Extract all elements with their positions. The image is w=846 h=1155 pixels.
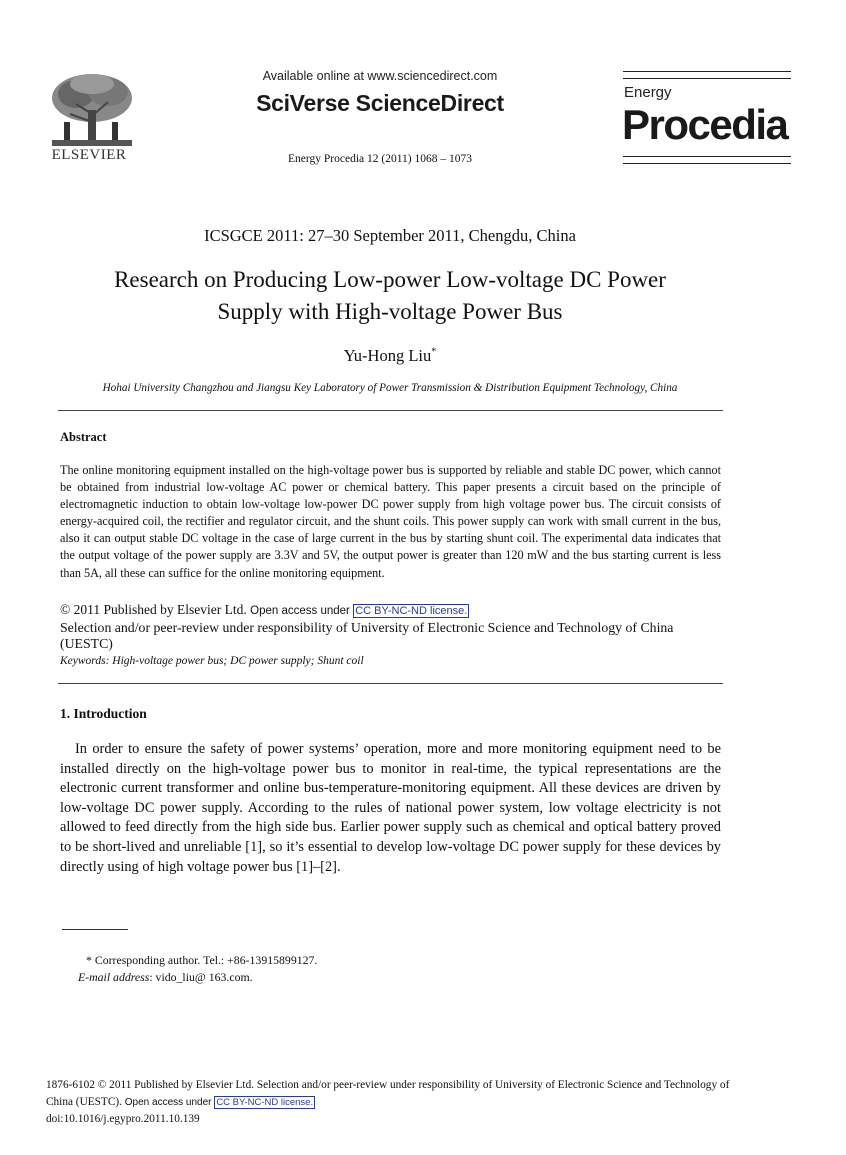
publisher-name: ELSEVIER <box>51 147 127 163</box>
divider-abstract <box>58 683 723 684</box>
license-link[interactable]: CC BY-NC-ND license. <box>355 605 468 617</box>
journal-citation: Energy Procedia 12 (2011) 1068 – 1073 <box>288 153 472 165</box>
sciencedirect-logo: SciVerse ScienceDirect <box>256 90 504 116</box>
abstract-heading: Abstract <box>60 430 107 444</box>
available-online-text[interactable]: Available online at www.sciencedirect.com <box>262 69 498 83</box>
copyright-line <box>60 602 469 618</box>
abstract-text: The online monitoring equipment installed on the high-voltage power bus is supported by reliable and stable DC power, which cannot be obtained from industrial low-voltage AC power or chemical battery. This paper presents a circuit based on the principle of electromagnetic induction to obtain low-voltage low-power DC power supply from high voltage power bus. The circuit consists of energy-acquired coil, the rectifier and regulator circuit, and the shunt coils. This power supply can work with small current in the bus, also it can output stable DC voltage in the case of large current in the bus by starting shunt coil. The experimental data indicates that the output voltage of the power supply are 3.3V and 5V, the output power is greater than 120 mW and the bus starting current is less than 5A, all these can suffice for the online monitoring equipment. <box>60 463 721 580</box>
footer-line-1: 1876-6102 © 2011 Published by Elsevier Ltd. Selection and/or peer-review under responsibility of University of Electronic Science and Technology of <box>46 1079 730 1091</box>
paper-title <box>40 264 740 328</box>
divider-top <box>58 410 723 411</box>
footer-open-access: Open access under <box>124 1096 212 1108</box>
email-label: E-mail address <box>78 970 150 984</box>
footer-line-2-text: China (UESTC). <box>46 1095 122 1108</box>
conference-line: ICSGCE 2011: 27–30 September 2011, Chengdu, China <box>204 226 576 245</box>
footnote-corresponding: * Corresponding author. Tel.: +86-13915899127. <box>86 953 318 967</box>
affiliation: Hohai University Changzhou and Jiangsu Key Laboratory of Power Transmission & Distribution Equipment Technology, China <box>102 382 678 394</box>
section-heading-introduction: 1. Introduction <box>60 706 147 721</box>
journal-logo-rule-bottom <box>623 156 791 164</box>
author-mark: * <box>431 346 437 358</box>
footnote-rule <box>62 929 128 930</box>
copyright-text: © 2011 Published by Elsevier Ltd. <box>60 602 247 617</box>
footer-license-link[interactable]: CC BY-NC-ND license. <box>216 1096 314 1108</box>
journal-logo-rule-top <box>623 71 791 79</box>
author-name <box>0 346 780 366</box>
introduction-text: In order to ensure the safety of power systems’ operation, more and more monitoring equipment need to be installed directly on the high-voltage power bus to monitor in real-time, the typical representations are the electronic current transformer and online bus-temperature-monitoring equipment. All these devices are driven by low-voltage DC power supply. According to the rules of national power system, low voltage electricity is not allowed to feed directly from the high side bus. Earlier power supply such as chemical and optical battery proved to be short-lived and unreliable [1], so it’s essential to develop low-voltage DC power supply for these devices by directly using of high voltage power bus [1]–[2]. <box>60 741 721 875</box>
title-line-2: Supply with High-voltage Power Bus <box>217 299 563 324</box>
peer-review-statement: Selection and/or peer-review under responsibility of University of Electronic Science and Technology of China (UESTC) <box>60 620 674 651</box>
introduction-paragraph <box>60 740 721 877</box>
footer-line-2 <box>46 1094 806 1112</box>
title-line-1: Research on Producing Low-power Low-voltage DC Power <box>114 267 666 292</box>
footnote-email <box>78 970 253 985</box>
email-value[interactable]: : vido_liu@ 163.com. <box>149 970 253 984</box>
keywords: Keywords: High-voltage power bus; DC power supply; Shunt coil <box>60 655 364 667</box>
journal-logo-large: Procedia <box>622 101 788 148</box>
elsevier-tree-icon <box>46 70 138 150</box>
author-name-text: Yu-Hong Liu <box>343 346 432 365</box>
open-access-text: Open access under <box>250 605 350 617</box>
footer-doi[interactable]: doi:10.1016/j.egypro.2011.10.139 <box>46 1113 200 1125</box>
journal-logo-small: Energy <box>624 84 672 101</box>
page-footer <box>46 1077 806 1128</box>
